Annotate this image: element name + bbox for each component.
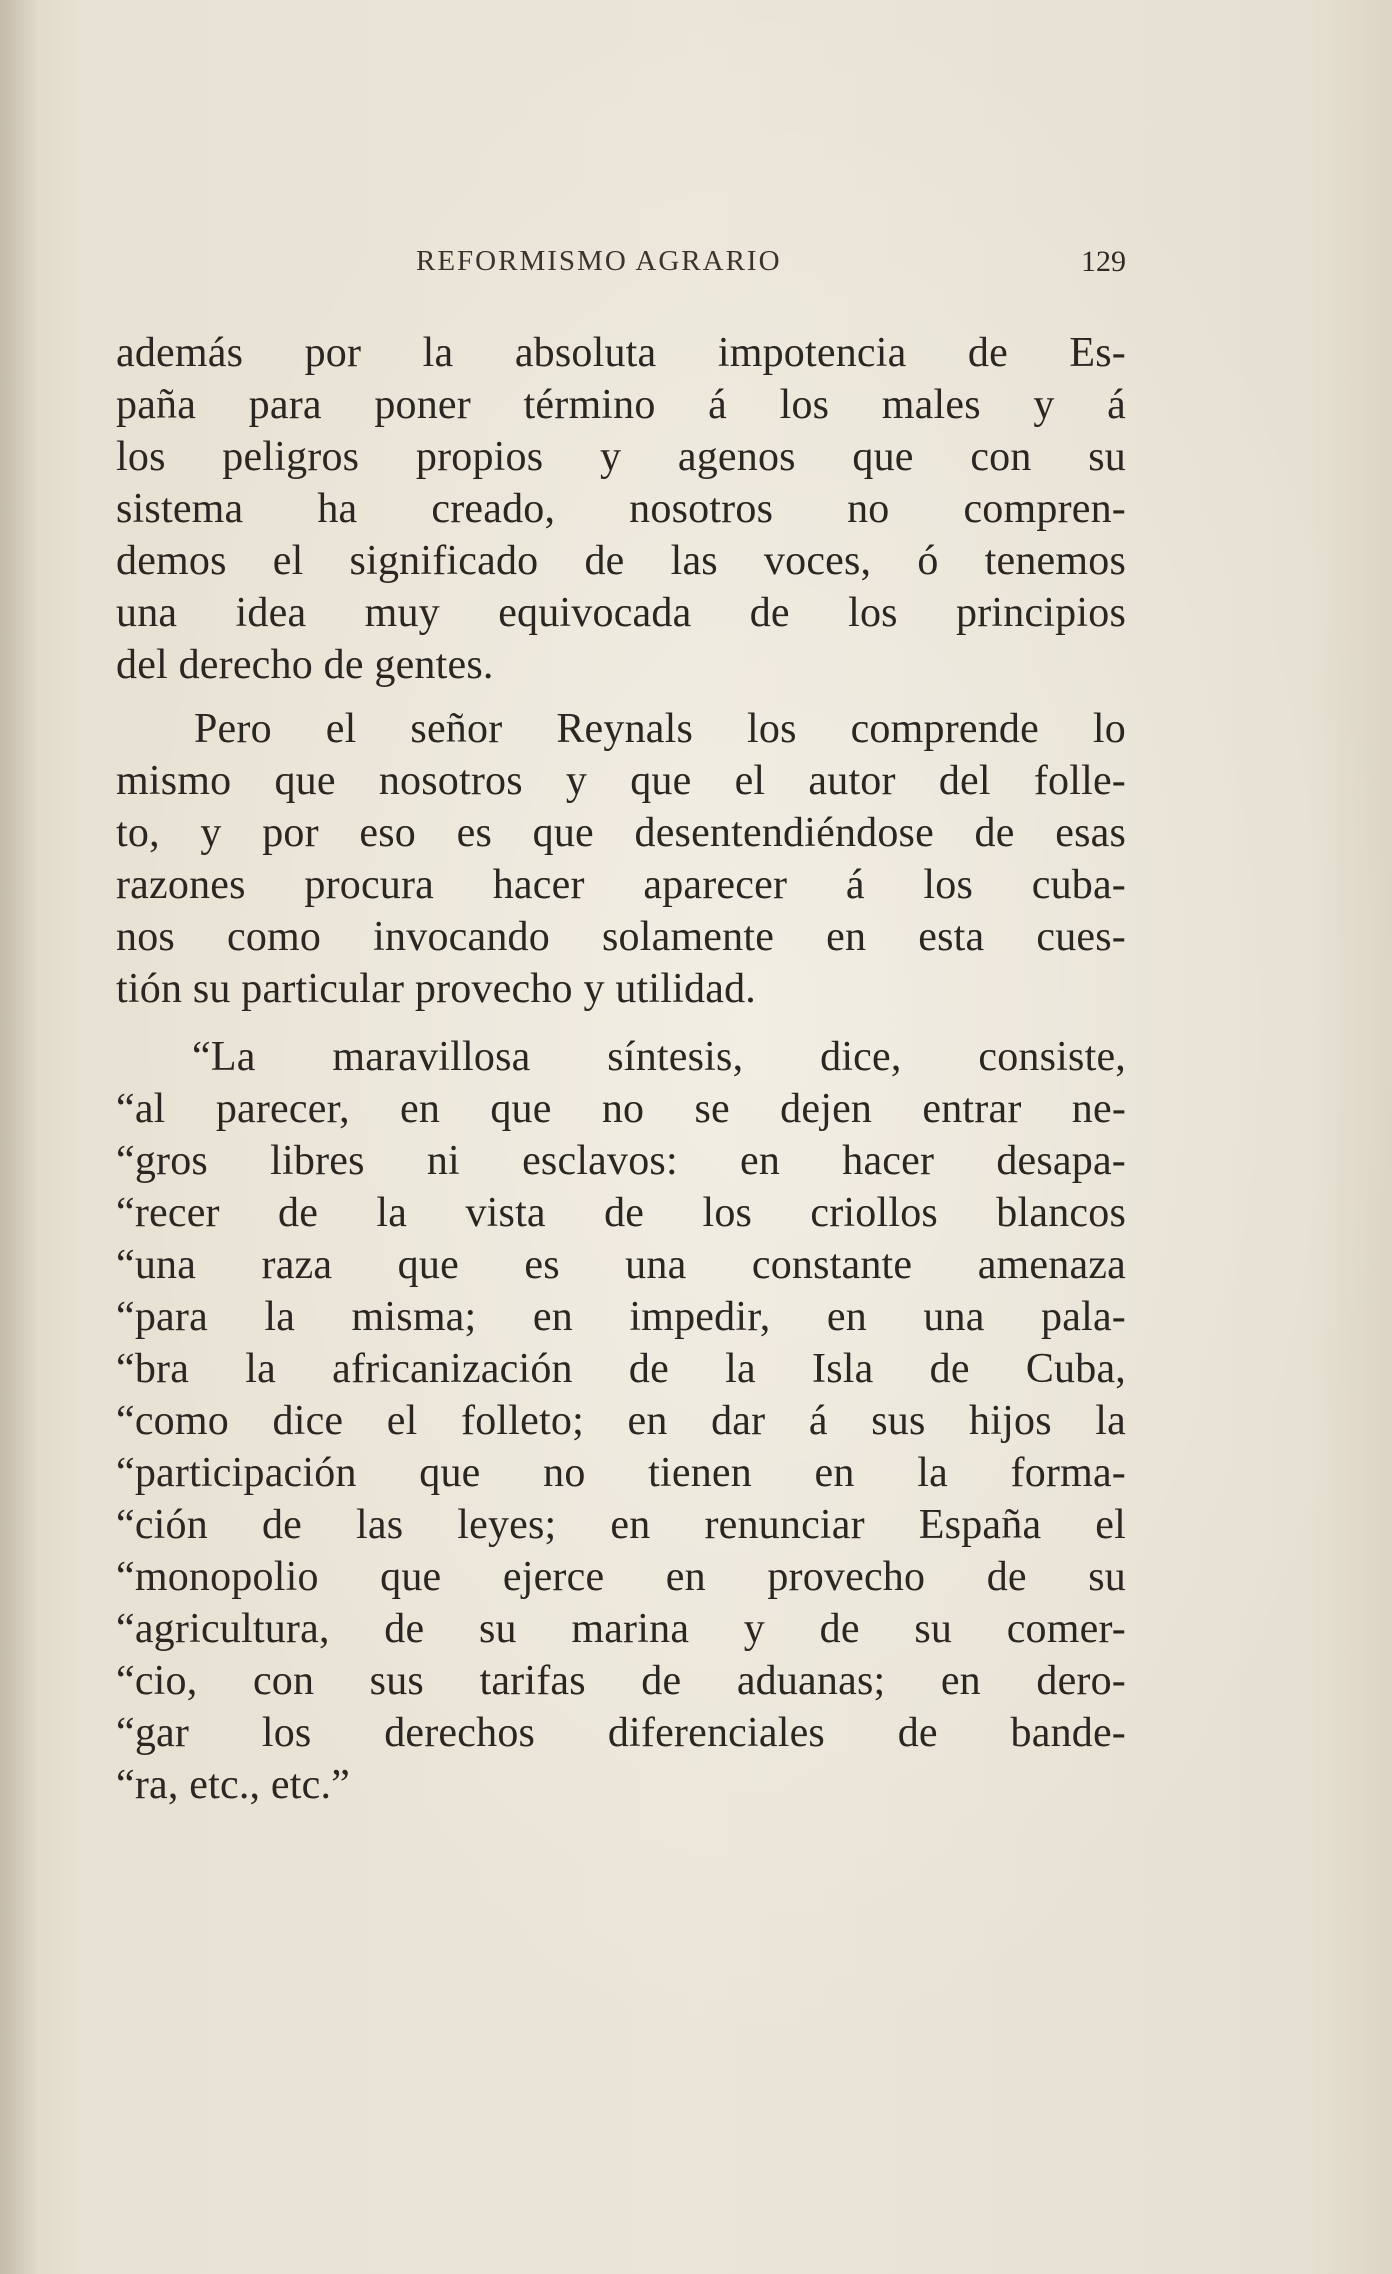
- text-line: mismo que nosotros y que el autor del folle-: [116, 758, 1126, 804]
- running-title: REFORMISMO AGRARIO: [416, 245, 782, 277]
- text-line: “gar los derechos diferenciales de bande-: [116, 1710, 1126, 1756]
- text-line: una idea muy equivocada de los principios: [116, 590, 1126, 636]
- text-line: razones procura hacer aparecer á los cuba-: [116, 862, 1126, 908]
- text-line: “al parecer, en que no se dejen entrar ne-: [116, 1086, 1126, 1132]
- text-line: “agricultura, de su marina y de su comer-: [116, 1606, 1126, 1652]
- text-line: “bra la africanización de la Isla de Cuba,: [116, 1346, 1126, 1392]
- text-line: “una raza que es una constante amenaza: [116, 1242, 1126, 1288]
- text-line: “participación que no tienen en la forma-: [116, 1450, 1126, 1496]
- quotation-paragraph: [116, 1031, 1126, 1811]
- text-line: demos el significado de las voces, ó tenemos: [116, 538, 1126, 584]
- text-line: “gros libres ni esclavos: en hacer desapa-: [116, 1138, 1126, 1184]
- paragraph-2: [116, 703, 1126, 1015]
- text-line: “para la misma; en impedir, en una pala-: [116, 1294, 1126, 1340]
- text-line: paña para poner término á los males y á: [116, 382, 1126, 428]
- text-line: “como dice el folleto; en dar á sus hijos la: [116, 1398, 1126, 1444]
- text-line: to, y por eso es que desentendiéndose de esas: [116, 810, 1126, 856]
- text-line: además por la absoluta impotencia de Es-: [116, 330, 1126, 376]
- page-number: 129: [1081, 245, 1126, 278]
- running-head: [116, 245, 1126, 285]
- text-line: Pero el señor Reynals los comprende lo: [194, 706, 1126, 752]
- text-line: los peligros propios y agenos que con su: [116, 434, 1126, 480]
- text-line: “ción de las leyes; en renunciar España el: [116, 1502, 1126, 1548]
- body-text: [116, 327, 1126, 1811]
- text-line: “recer de la vista de los criollos blancos: [116, 1190, 1126, 1236]
- text-line: sistema ha creado, nosotros no compren-: [116, 486, 1126, 532]
- text-line: “La maravillosa síntesis, dice, consiste,: [192, 1034, 1126, 1080]
- text-line: nos como invocando solamente en esta cues-: [116, 914, 1126, 960]
- gutter-shadow: [0, 0, 40, 2274]
- text-line: “cio, con sus tarifas de aduanas; en dero-: [116, 1658, 1126, 1704]
- text-line: “monopolio que ejerce en provecho de su: [116, 1554, 1126, 1600]
- text-line: del derecho de gentes.: [116, 642, 494, 688]
- text-line: tión su particular provecho y utilidad.: [116, 966, 756, 1012]
- paragraph-1: [116, 327, 1126, 691]
- text-line: “ra, etc., etc.”: [116, 1762, 351, 1808]
